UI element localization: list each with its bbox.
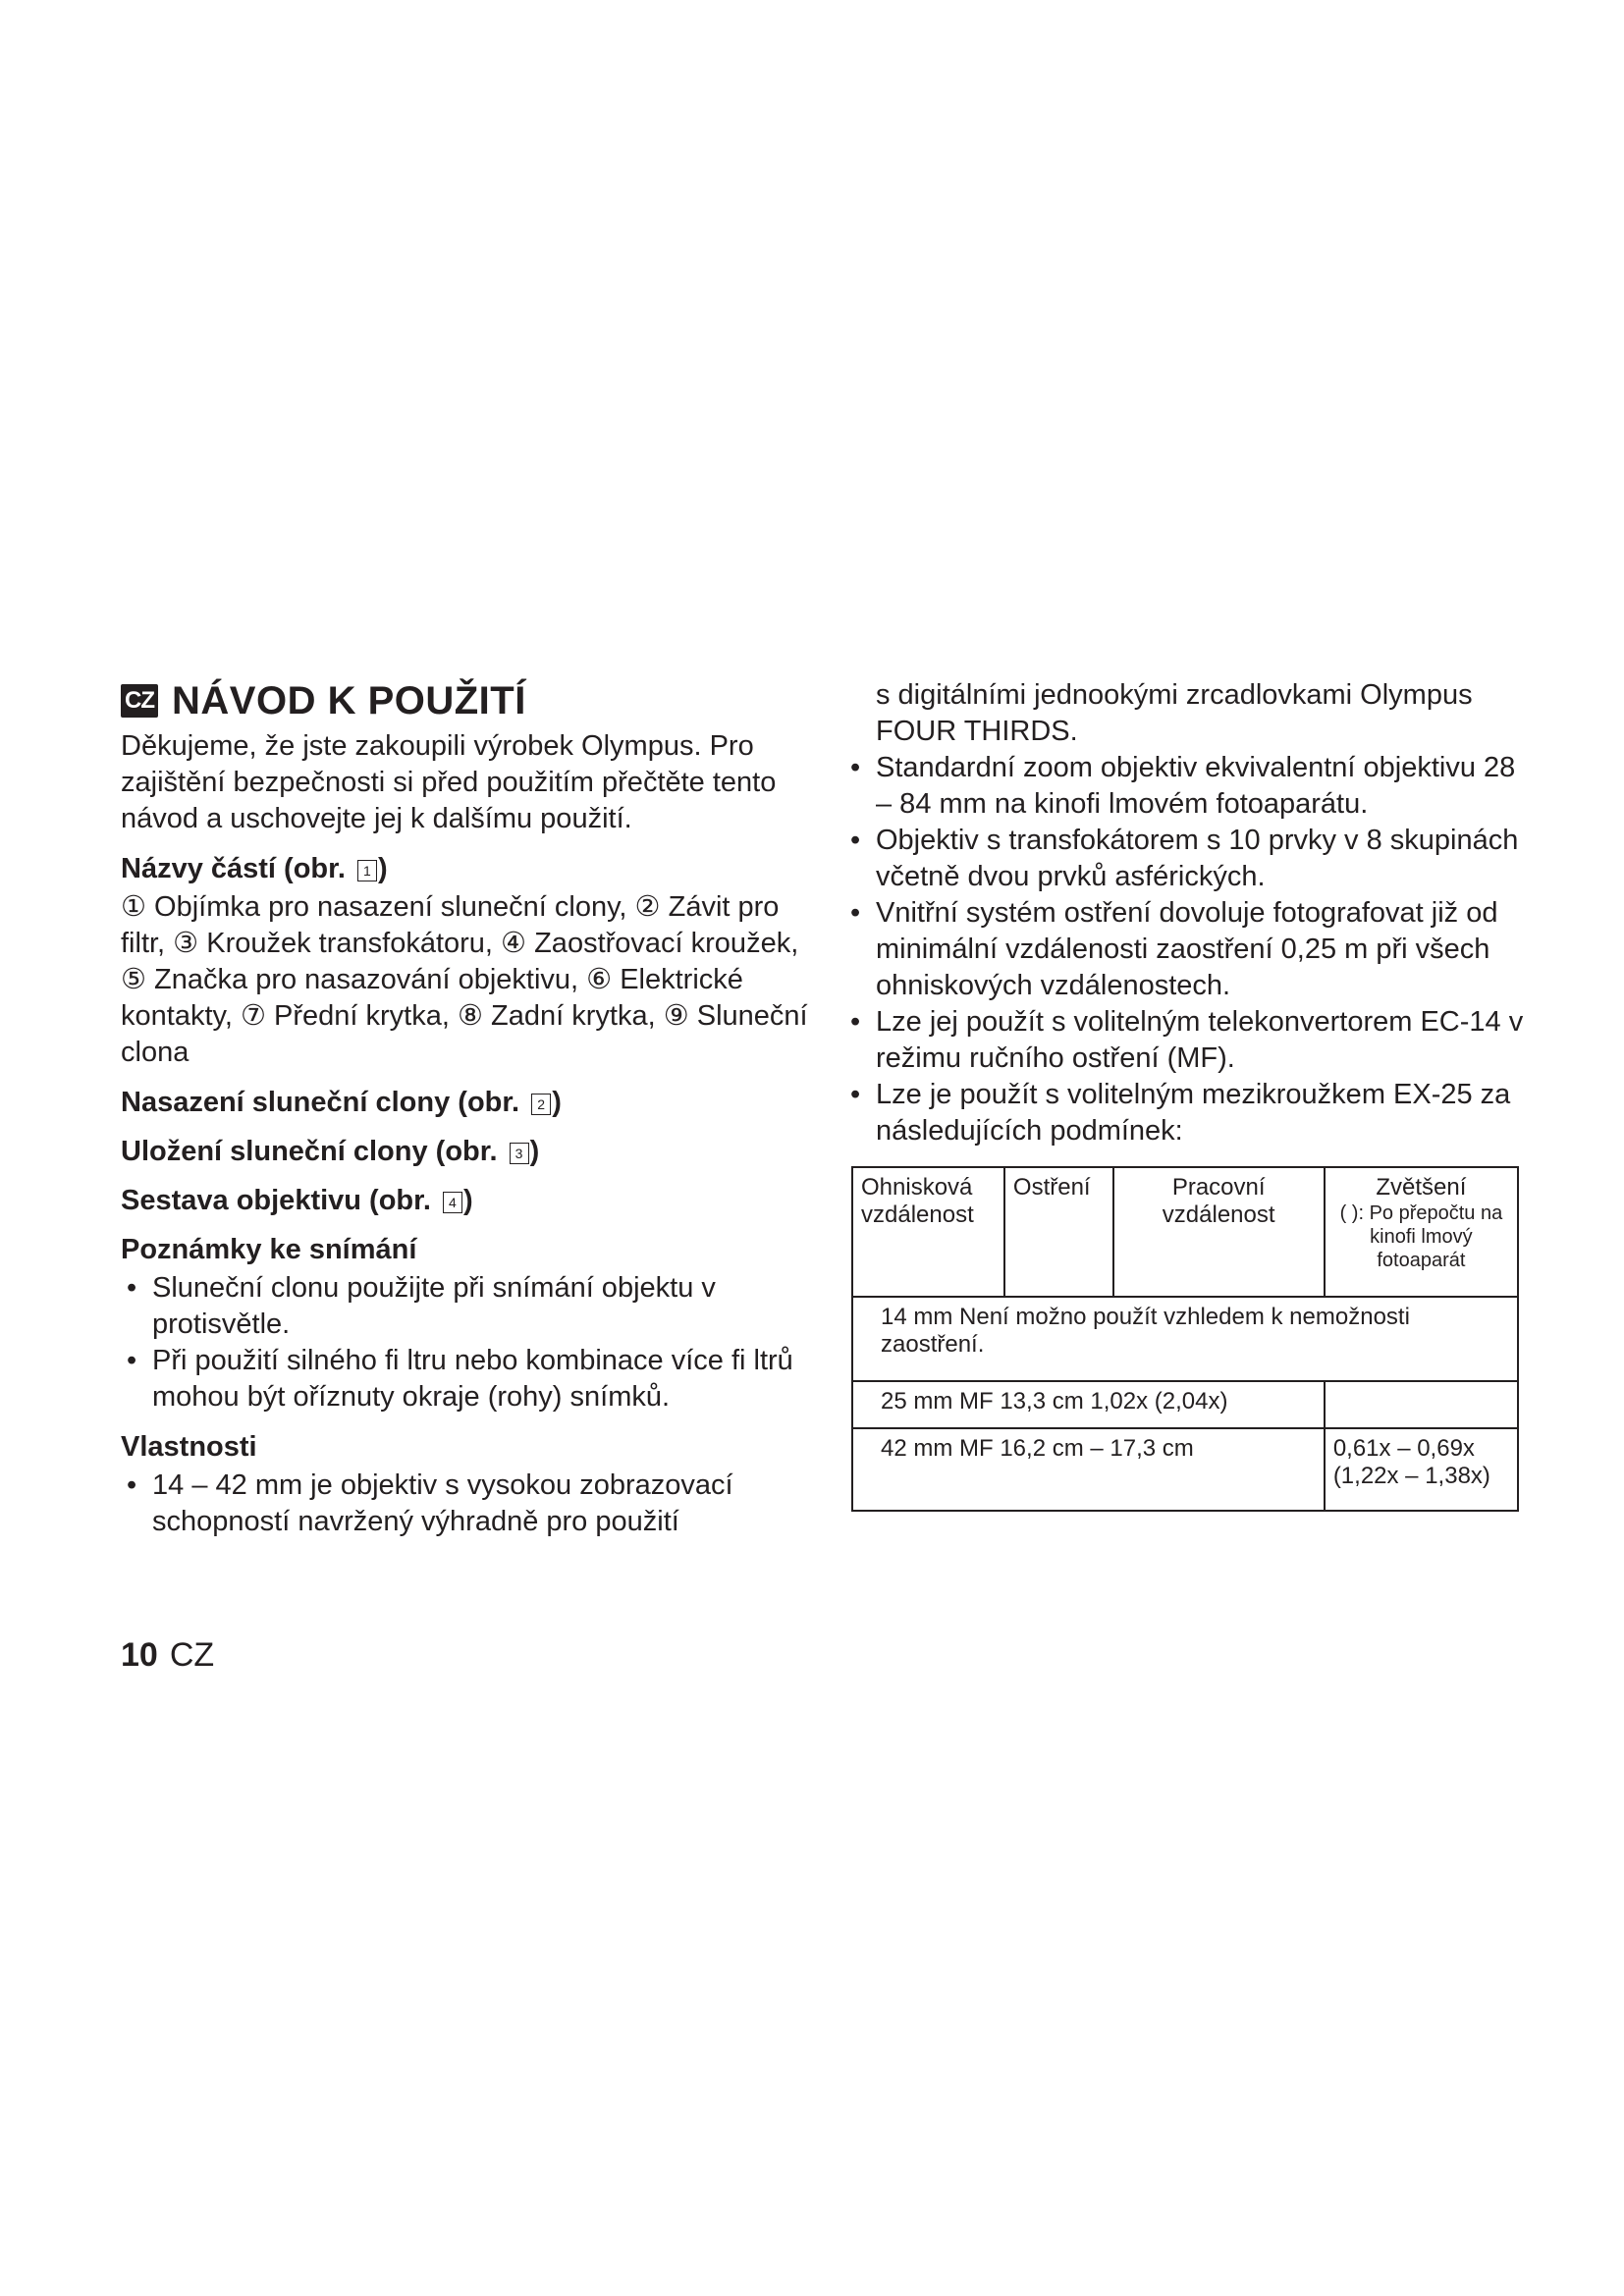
page-title	[121, 677, 808, 724]
assembly-heading-text: Sestava objektivu (obr.	[121, 1185, 431, 1216]
table-row	[852, 1428, 1518, 1511]
page-language: CZ	[169, 1636, 215, 1674]
header-focal-length: Ohnisková vzdálenost	[852, 1167, 1004, 1297]
figure-ref-3: 3	[510, 1143, 529, 1164]
parts-heading-text: Názvy částí (obr.	[121, 853, 346, 884]
page-footer	[121, 1635, 214, 1675]
list-item: • Lze je použít s volitelným mezikroužkem EX-25 za následujících podmínek:	[844, 1077, 1532, 1149]
row-25mm: 25 mm MF 13,3 cm 1,02x (2,04x)	[852, 1381, 1325, 1428]
list-item: • Objektiv s transfokátorem s 10 prvky v 8 skupinách včetně dvou prvků asférických.	[844, 823, 1532, 895]
parts-list: ① Objímka pro nasazení sluneční clony, ② Závit pro filtr, ③ Kroužek transfokátoru, ④ Zaostřovací kroužek, ⑤ Značka pro nasazování objektivu, ⑥ Elektrické kontakty, ⑦ Přední krytka, ⑧ Zadní krytka, ⑨ Sluneční clona	[121, 891, 808, 1068]
features-list	[844, 750, 1532, 1149]
table-header-row	[852, 1167, 1518, 1297]
row-25mm-magnification	[1325, 1381, 1518, 1428]
figure-ref-1: 1	[357, 860, 377, 881]
list-item: • Standardní zoom objektiv ekvivalentní objektivu 28 – 84 mm na kinofi lmovém fotoaparátu.	[844, 750, 1532, 823]
parts-heading: Názvy částí (obr. 1 )	[121, 853, 388, 884]
table-row	[852, 1381, 1518, 1428]
list-item: • Sluneční clonu použijte při snímání objektu v protisvětle.	[121, 1270, 808, 1343]
hood-store-heading: Uložení sluneční clony (obr. 3 )	[121, 1136, 540, 1167]
hood-attach-heading: Nasazení sluneční clony (obr. 2 )	[121, 1087, 562, 1118]
features-list-start	[121, 1468, 808, 1540]
row-42mm: 42 mm MF 16,2 cm – 17,3 cm	[852, 1428, 1325, 1511]
list-item: • 14 – 42 mm je objektiv s vysokou zobrazovací schopností navržený výhradně pro použití	[121, 1468, 808, 1540]
language-badge: CZ	[121, 684, 158, 718]
list-item: • Lze jej použít s volitelným telekonvertorem EC-14 v režimu ručního ostření (MF).	[844, 1004, 1532, 1077]
extension-tube-table	[851, 1166, 1519, 1512]
header-magnification-title: Zvětšení	[1376, 1174, 1467, 1201]
page-title-text: NÁVOD K POUŽITÍ	[172, 679, 526, 722]
list-item: • Při použití silného fi ltru nebo kombinace více fi ltrů mohou být oříznuty okraje (rohy) snímků.	[121, 1343, 808, 1415]
header-working-distance: Pracovní vzdálenost	[1113, 1167, 1325, 1297]
intro-paragraph: Děkujeme, že jste zakoupili výrobek Olympus. Pro zajištění bezpečnosti si před použitím přečtěte tento návod a uschovejte jej k dalšímu použití.	[121, 730, 777, 834]
row-42mm-magnification: 0,61x – 0,69x (1,22x – 1,38x)	[1325, 1428, 1518, 1511]
right-column	[844, 677, 1532, 1512]
figure-ref-2: 2	[531, 1094, 551, 1115]
features-continuation: s digitálními jednookými zrcadlovkami Olympus FOUR THIRDS.	[876, 679, 1473, 747]
notes-heading: Poznámky ke snímání	[121, 1234, 417, 1265]
features-heading: Vlastnosti	[121, 1431, 257, 1463]
row-14mm: 14 mm Není možno použít vzhledem k nemožnosti zaostření.	[852, 1297, 1518, 1381]
hood-store-heading-text: Uložení sluneční clony (obr.	[121, 1136, 498, 1167]
assembly-heading: Sestava objektivu (obr. 4 )	[121, 1185, 473, 1216]
notes-list	[121, 1270, 808, 1415]
table-row	[852, 1297, 1518, 1381]
figure-ref-4: 4	[443, 1192, 462, 1213]
hood-attach-heading-text: Nasazení sluneční clony (obr.	[121, 1087, 520, 1118]
list-item: • Vnitřní systém ostření dovoluje fotografovat již od minimální vzdálenosti zaostření 0,25 m při všech ohniskových vzdálenostech.	[844, 895, 1532, 1004]
left-column	[121, 677, 808, 1540]
header-magnification-note: ( ): Po přepočtu na kinofi lmový fotoaparát	[1339, 1202, 1503, 1271]
page-number: 10	[121, 1636, 158, 1674]
header-magnification	[1325, 1167, 1518, 1297]
header-focus: Ostření	[1004, 1167, 1113, 1297]
